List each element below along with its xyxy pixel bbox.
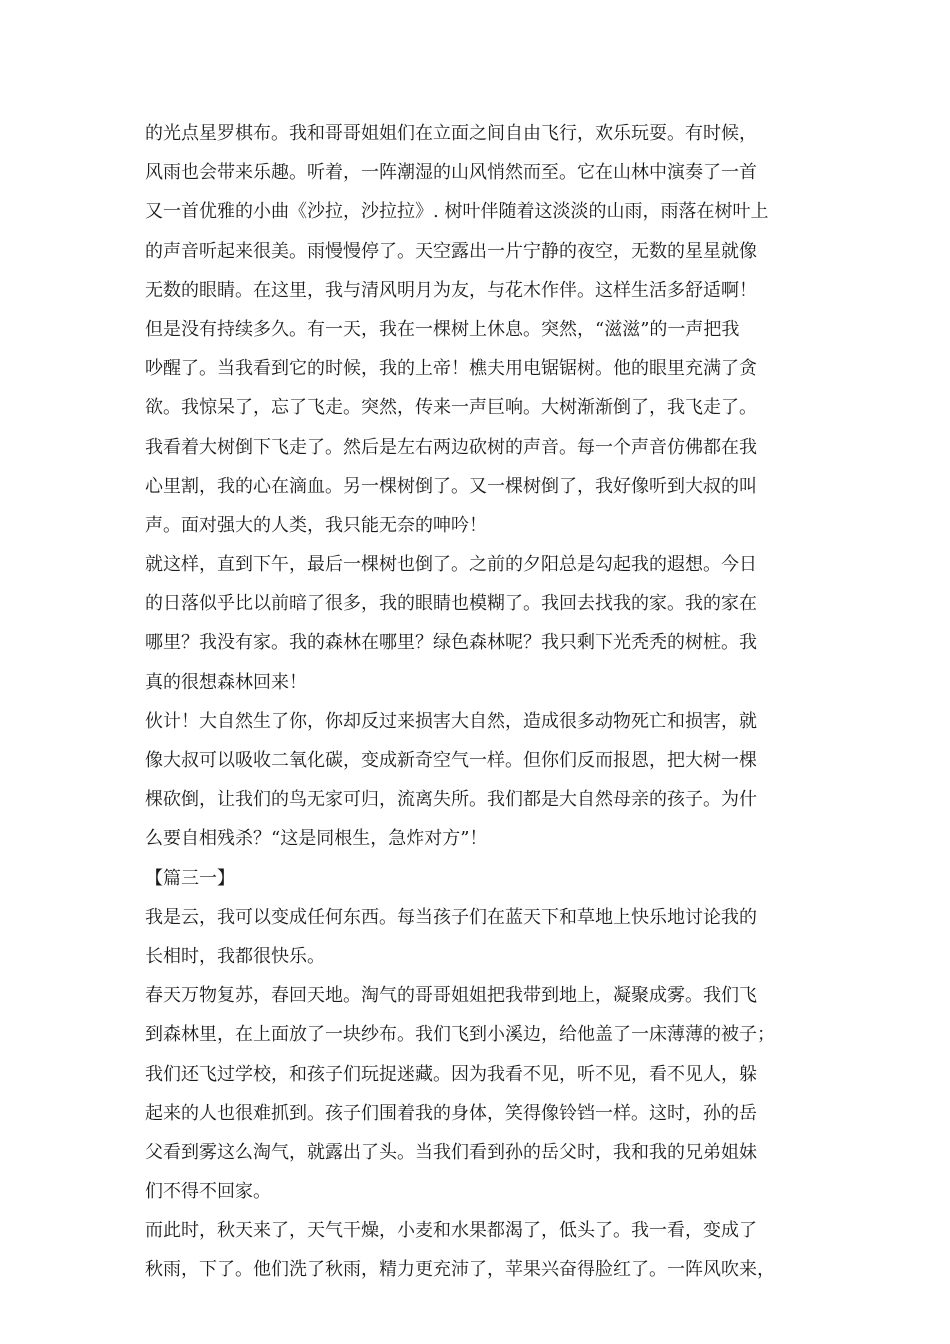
text-line: 风雨也会带来乐趣。听着，一阵潮湿的山风悄然而至。它在山林中演奏了一首 [145, 162, 757, 184]
text-line: 哪里？我没有家。我的森林在哪里？绿色森林呢？我只剩下光秃秃的树桩。我 [145, 632, 757, 654]
text-line: 的光点星罗棋布。我和哥哥姐姐们在立面之间自由飞行，欢乐玩耍。有时候， [145, 123, 757, 144]
text-line: 【篇三一】 [145, 867, 235, 889]
text-line: 真的很想森林回来！ [145, 671, 307, 693]
text-line: 声。面对强大的人类，我只能无奈的呻吟！ [145, 514, 487, 536]
text-line: 欲。我惊呆了，忘了飞走。突然，传来一声巨响。大树渐渐倒了，我飞走了。 [145, 397, 757, 419]
text-line: 们不得不回家。 [145, 1181, 271, 1203]
text-line: 的声音听起来很美。雨慢慢停了。天空露出一片宁静的夜空，无数的星星就像 [145, 240, 757, 262]
text-line: 春天万物复苏，春回天地。淘气的哥哥姐姐把我带到地上，凝聚成雾。我们飞 [145, 985, 757, 1007]
text-line: 父看到雾这么淘气，就露出了头。当我们看到孙的岳父时，我和我的兄弟姐妹 [145, 1141, 757, 1163]
text-line: 棵砍倒，让我们的鸟无家可归，流离失所。我们都是大自然母亲的孩子。为什 [145, 789, 757, 811]
text-line: 又一首优雅的小曲《沙拉，沙拉拉》. 树叶伴随着这淡淡的山雨，雨落在树叶上 [145, 201, 769, 223]
text-line: 就这样，直到下午，最后一棵树也倒了。之前的夕阳总是勾起我的遐想。今日 [145, 554, 757, 576]
text-line: 我看着大树倒下飞走了。然后是左右两边砍树的声音。每一个声音仿佛都在我 [145, 436, 757, 458]
text-line: 的日落似乎比以前暗了很多，我的眼睛也模糊了。我回去找我的家。我的家在 [145, 593, 757, 615]
text-line: 无数的眼睛。在这里，我与清风明月为友，与花木作伴。这样生活多舒适啊！ [145, 279, 757, 301]
text-line: 但是没有持续多久。有一天，我在一棵树上休息。突然，“滋滋”的一声把我 [145, 318, 740, 340]
text-line: 起来的人也很难抓到。孩子们围着我的身体，笑得像铃铛一样。这时，孙的岳 [145, 1102, 757, 1124]
text-line: 而此时，秋天来了，天气干燥，小麦和水果都渴了，低头了。我一看，变成了 [145, 1220, 757, 1242]
text-line: 么要自相残杀？“这是同根生，急炸对方”！ [145, 828, 488, 850]
text-line: 像大叔可以吸收二氧化碳，变成新奇空气一样。但你们反而报恩，把大树一棵 [145, 750, 757, 771]
text-line: 吵醒了。当我看到它的时候，我的上帝！樵夫用电锯锯树。他的眼里充满了贪 [145, 358, 757, 380]
text-line: 我们还飞过学校，和孩子们玩捉迷藏。因为我看不见，听不见，看不见人，躲 [145, 1063, 757, 1085]
text-line: 长相时，我都很快乐。 [145, 945, 325, 967]
text-line: 秋雨，下了。他们洗了秋雨，精力更充沛了，苹果兴奋得脸红了。一阵风吹来， [145, 1259, 775, 1281]
text-line: 我是云，我可以变成任何东西。每当孩子们在蓝天下和草地上快乐地讨论我的 [145, 906, 757, 928]
text-line: 伙计！大自然生了你，你却反过来损害大自然，造成很多动物死亡和损害，就 [145, 710, 757, 732]
document-body [145, 114, 805, 1290]
text-line: 心里割，我的心在滴血。另一棵树倒了。又一棵树倒了，我好像听到大叔的叫 [145, 475, 757, 497]
text-line: 到森林里，在上面放了一块纱布。我们飞到小溪边，给他盖了一床薄薄的被子； [145, 1024, 775, 1046]
